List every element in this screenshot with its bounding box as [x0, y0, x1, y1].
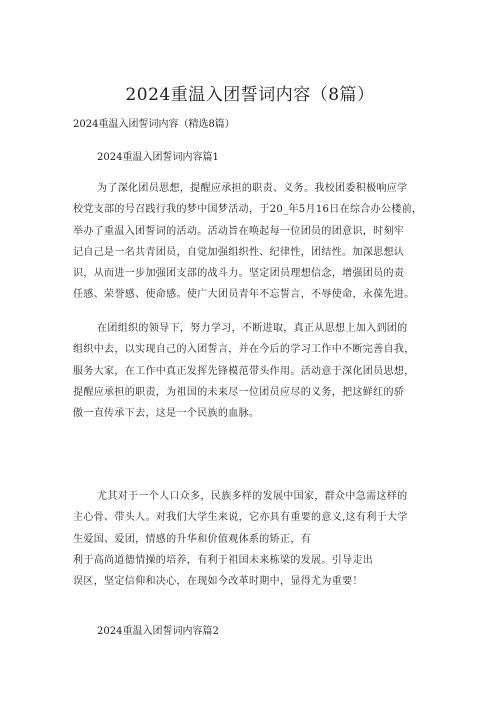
document-subtitle: 2024重温入团誓词内容（精选8篇）: [73, 119, 235, 130]
paragraph-line: 傲一直传承下去，这是一个民族的血脉。: [73, 408, 260, 420]
paragraph-line: 利于高尚道德情操的培养，有利于祖国未来栋梁的发展。引导走出: [73, 554, 374, 566]
paragraph-line: 提醒应承担的职责，为祖国的未来尽一位团员应尽的义务，把这鲜红的骄: [73, 386, 405, 398]
paragraph-line: 记自己是一名共青团员，自觉加强组织性、纪律性，团结性。加深思想认: [73, 246, 405, 258]
paragraph-line: 校党支部的号召践行我的梦中国梦活动，于20_年5月16日在综合办公楼前，: [73, 204, 423, 216]
paragraph-2: [73, 318, 435, 424]
paragraph-3: [73, 486, 435, 592]
paragraph-line: 主心骨、带头人。对我们大学生来说，它亦具有重要的意义,这有利于大学: [73, 512, 408, 524]
paragraph-1: [73, 178, 435, 306]
section-heading-2: 2024重温入团誓词内容篇2: [97, 626, 219, 637]
paragraph-line: 在团组织的领导下，努力学习，不断进取，真正从思想上加入到团的: [97, 323, 408, 334]
paragraph-line: 服务大家，在工作中真正发挥先锋模范带头作用。活动意于深化团员思想，: [73, 365, 415, 377]
paragraph-line: 识，从而进一步加强团支部的战斗力。坚定团员理想信念，增强团员的责: [73, 268, 405, 280]
paragraph-line: 任感、荣誉感、使命感。使广大团员青年不忘誓言，不辱使命，永葆先进。: [73, 289, 415, 301]
paragraph-line: 组织中去，以实现自己的入团誓言，并在今后的学习工作中不断完善自我，: [73, 344, 415, 356]
paragraph-line: 尤其对于一个人口众多，民族多样的发展中国家，群众中急需这样的: [97, 491, 408, 502]
paragraph-line: 为了深化团员思想，提醒应承担的职责、义务。我校团委积极响应学: [97, 183, 408, 194]
paragraph-line: 举办了重温入团誓词的活动。活动旨在唤起每一位团员的团意识，时刻牢: [73, 225, 405, 237]
document-title: 2024重温入团誓词内容（8篇）: [125, 85, 375, 105]
section-heading-1: 2024重温入团誓词内容篇1: [97, 152, 219, 163]
paragraph-line: 生爱国、爱团，情感的升华和价值观体系的矫正，有: [73, 533, 312, 545]
paragraph-line: 误区，坚定信仰和决心，在现如今改革时期中，显得尤为重要！: [73, 576, 363, 588]
